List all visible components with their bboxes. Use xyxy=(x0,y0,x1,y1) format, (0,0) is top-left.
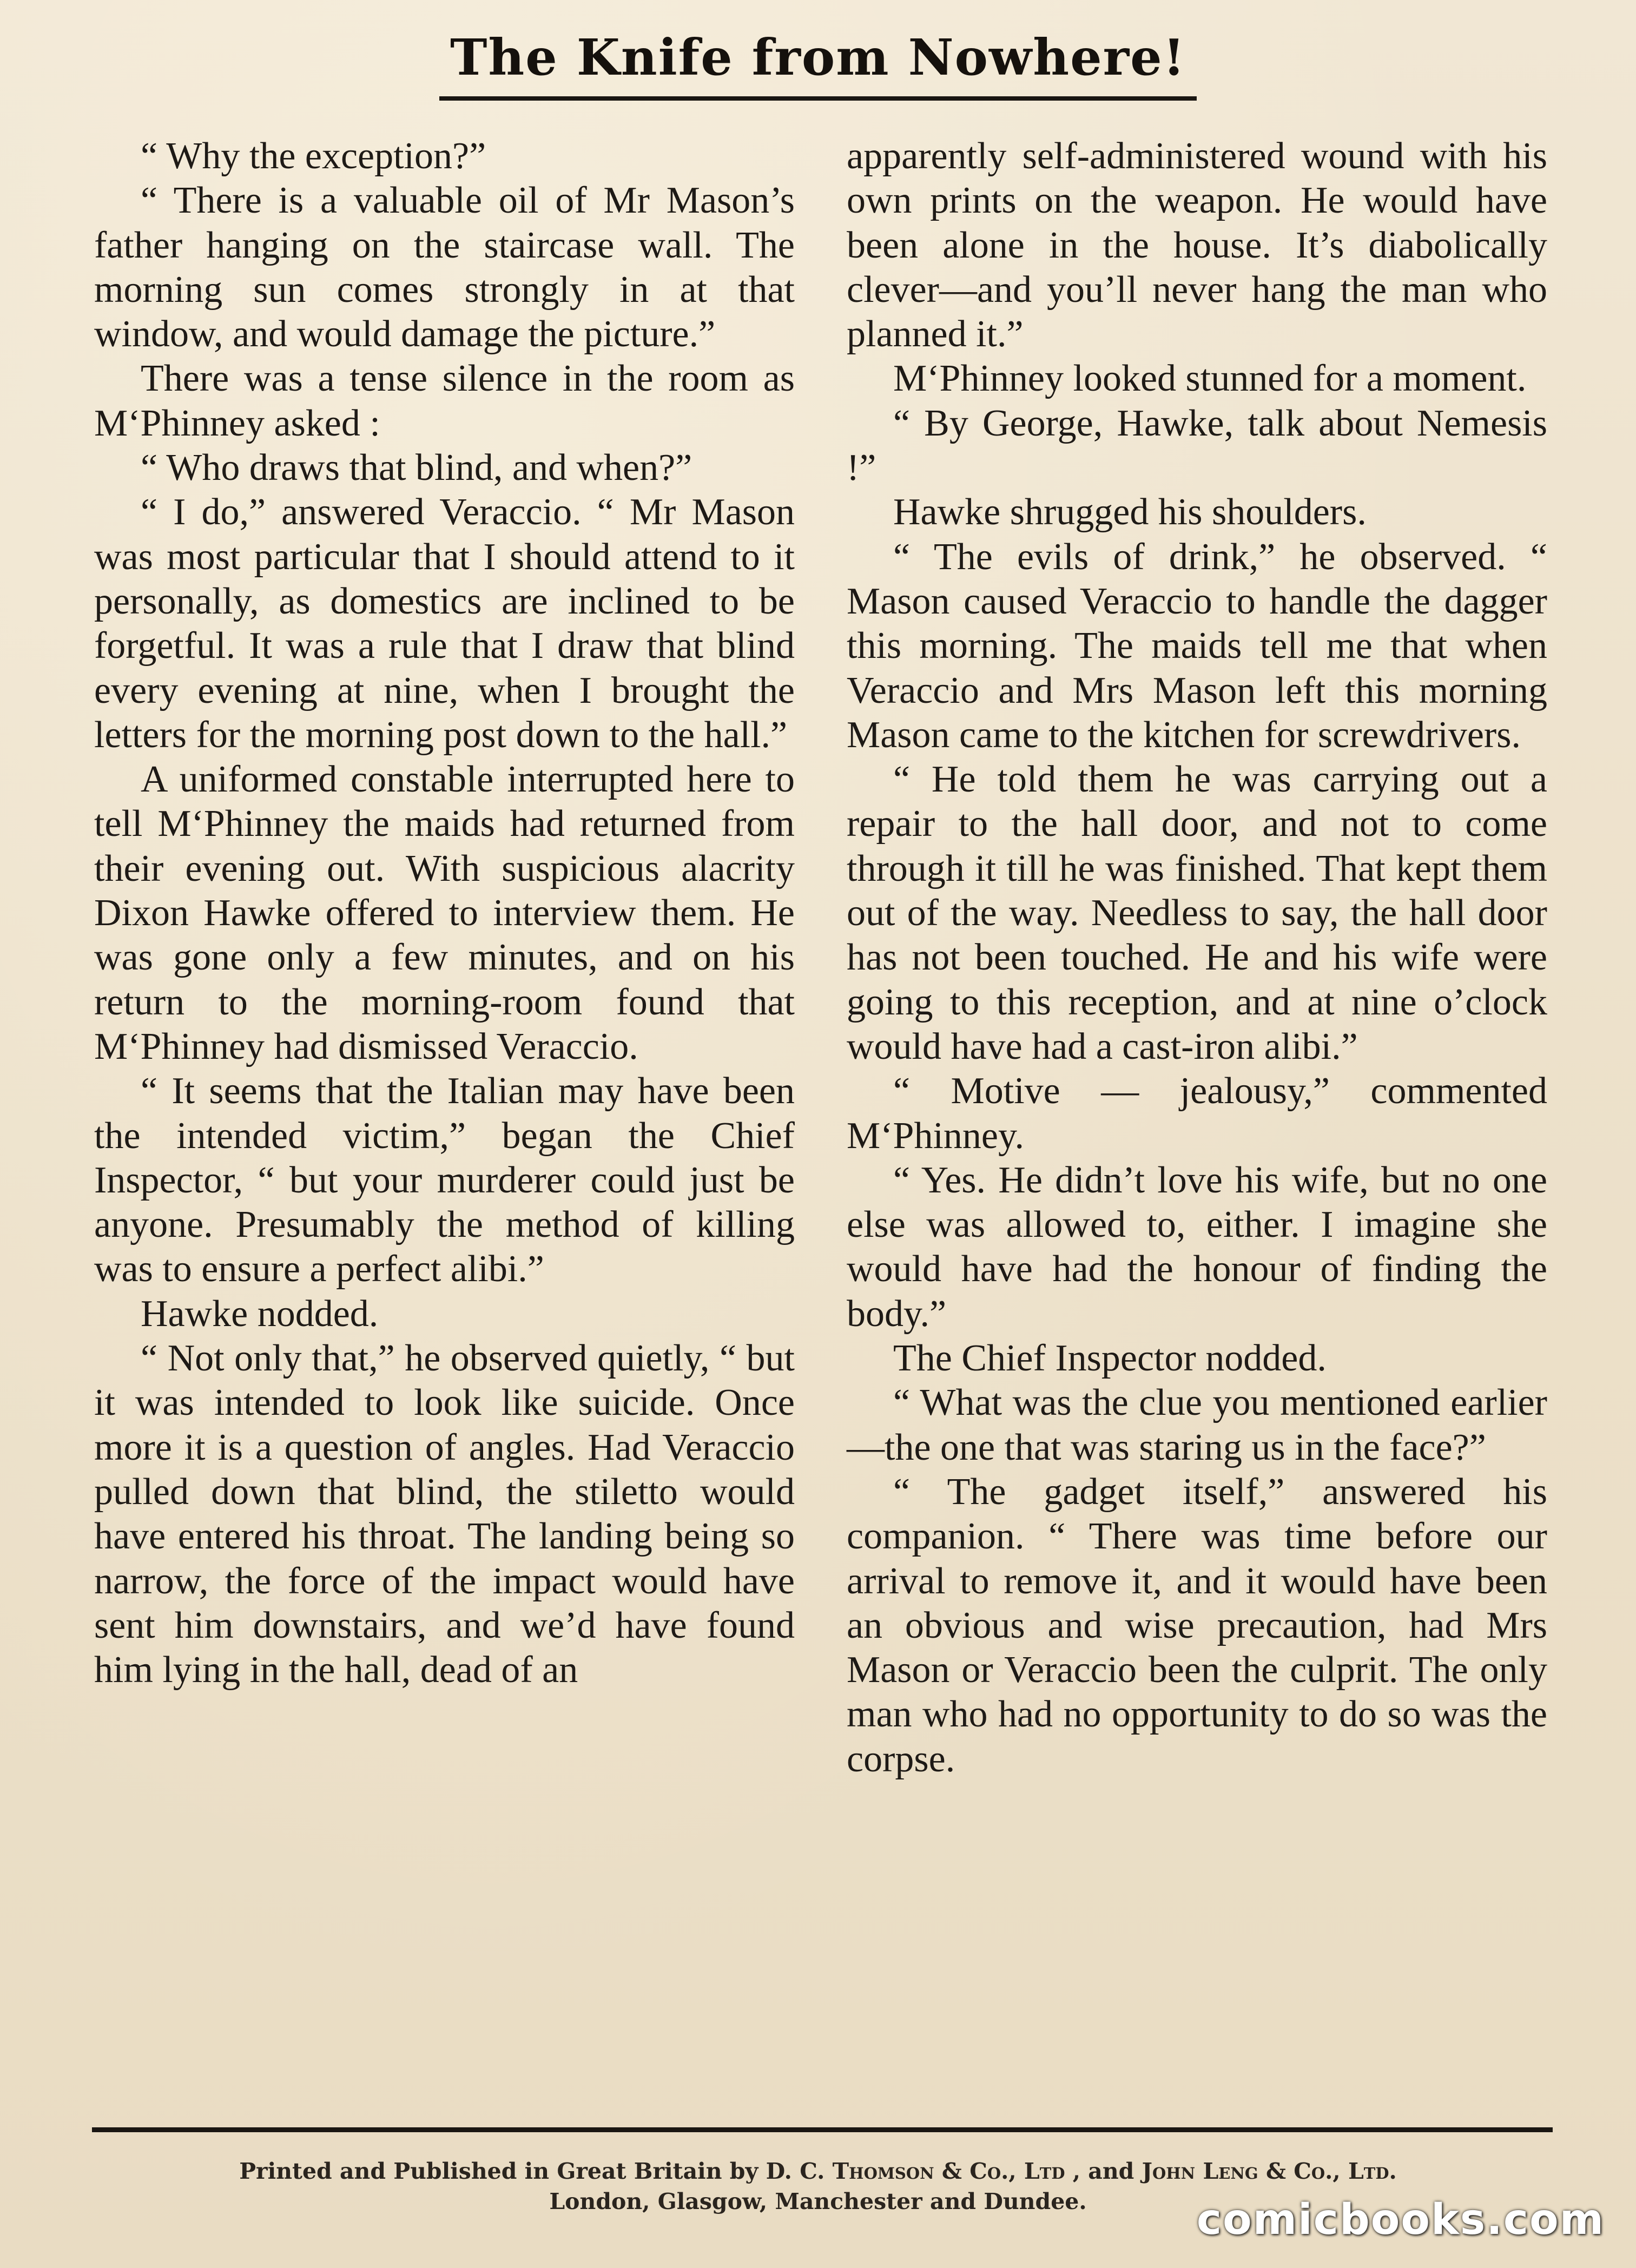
paragraph: “ Why the exception?” xyxy=(141,135,486,177)
paragraph: There was a tense silence in the room as M‘Phinney asked : xyxy=(94,358,795,444)
imprint-line-1 xyxy=(0,2156,1636,2186)
paragraph: “ Who draws that blind, and when?” xyxy=(141,447,692,489)
imprint-text: , and xyxy=(1065,2158,1142,2184)
paragraph: A uniformed constable interrupted here to tell M‘Phinney the maids had returned from their evening out. With suspicious alacrity Dixon Hawke offered to interview them. He was gone only a few minutes, and on his return to the morning-room found that M‘Phinney had dismissed Veraccio. xyxy=(94,759,795,1067)
paragraph: “ By George, Hawke, talk about Nemesis !” xyxy=(847,402,1547,489)
publisher-name: D. C. Thomson & Co., Ltd xyxy=(766,2158,1065,2184)
paragraph: Hawke nodded. xyxy=(141,1293,379,1335)
title-wrap xyxy=(0,28,1636,101)
paragraph: “ Yes. He didn’t love his wife, but no one else was allowed to, either. I imagine she would have had the honour of finding the body.” xyxy=(847,1159,1547,1335)
paragraph: “ There is a valuable oil of Mr Mason’s father hanging on the staircase wall. The morning sun comes strongly in at that window, and would damage the picture.” xyxy=(94,180,795,355)
paragraph: “ He told them he was carrying out a repair to the hall door, and not to come through it till he was finished. That kept them out of the way. Needless to say, the hall door has not been touched. He and his wife were going to this reception, and at nine o’clock would have had a cast-iron alibi.” xyxy=(847,759,1547,1067)
footer-divider xyxy=(92,2127,1553,2132)
site-watermark: comicbooks.com xyxy=(1196,2196,1605,2244)
paragraph: “ What was the clue you mentioned earlier—the one that was staring us in the face?” xyxy=(847,1382,1547,1468)
left-column xyxy=(94,134,795,1692)
paragraph: The Chief Inspector nodded. xyxy=(893,1337,1327,1380)
story-title: The Knife from Nowhere! xyxy=(439,28,1197,101)
imprint-text: Printed and Published in Great Britain by xyxy=(239,2158,766,2184)
paragraph: “ The gadget itself,” answered his companion. “ There was time before our arrival to remove it, and it would have been an obvious and wise precaution, had Mrs Mason or Veraccio been the culprit. The only man who had no opportunity to do so was the corpse. xyxy=(847,1471,1547,1780)
paragraph: “ Not only that,” he observed quietly, “ but it was intended to look like suicide. Once more it is a question of angles. Had Veraccio pulled down that blind, the stiletto would have entered his throat. The landing being so narrow, the force of the impact would have sent him downstairs, and we’d have found him lying in the hall, dead of an xyxy=(94,1337,795,1691)
paragraph: Hawke shrugged his shoulders. xyxy=(893,491,1367,533)
right-column xyxy=(847,134,1547,1782)
publisher-name: John Leng & Co., Ltd. xyxy=(1142,2158,1397,2184)
paragraph: M‘Phinney looked stunned for a moment. xyxy=(893,358,1527,400)
paragraph: “ It seems that the Italian may have been the intended victim,” began the Chief Inspector, “ but your murderer could just be anyone. Presumably the method of killing was to ensure a perfect alibi.” xyxy=(94,1070,795,1290)
imprint-line-2: London, Glasgow, Manchester and Dundee. xyxy=(549,2188,1087,2214)
continued-paragraph: apparently self-administered wound with his own prints on the weapon. He would have been alone in the house. It’s diabolically clever—and you’ll never hang the man who planned it.” xyxy=(847,135,1547,355)
paragraph: “ The evils of drink,” he observed. “ Mason caused Veraccio to handle the dagger this morning. The maids tell me that when Veraccio and Mrs Mason left this morning Mason came to the kitchen for screwdrivers. xyxy=(847,536,1547,756)
paragraph: “ I do,” answered Veraccio. “ Mr Mason was most particular that I should attend to it personally, as domestics are inclined to be forgetful. It was a rule that I draw that blind every evening at nine, when I brought the letters for the morning post down to the hall.” xyxy=(94,491,795,756)
paragraph: “ Motive — jealousy,” commented M‘Phinney. xyxy=(847,1070,1547,1157)
